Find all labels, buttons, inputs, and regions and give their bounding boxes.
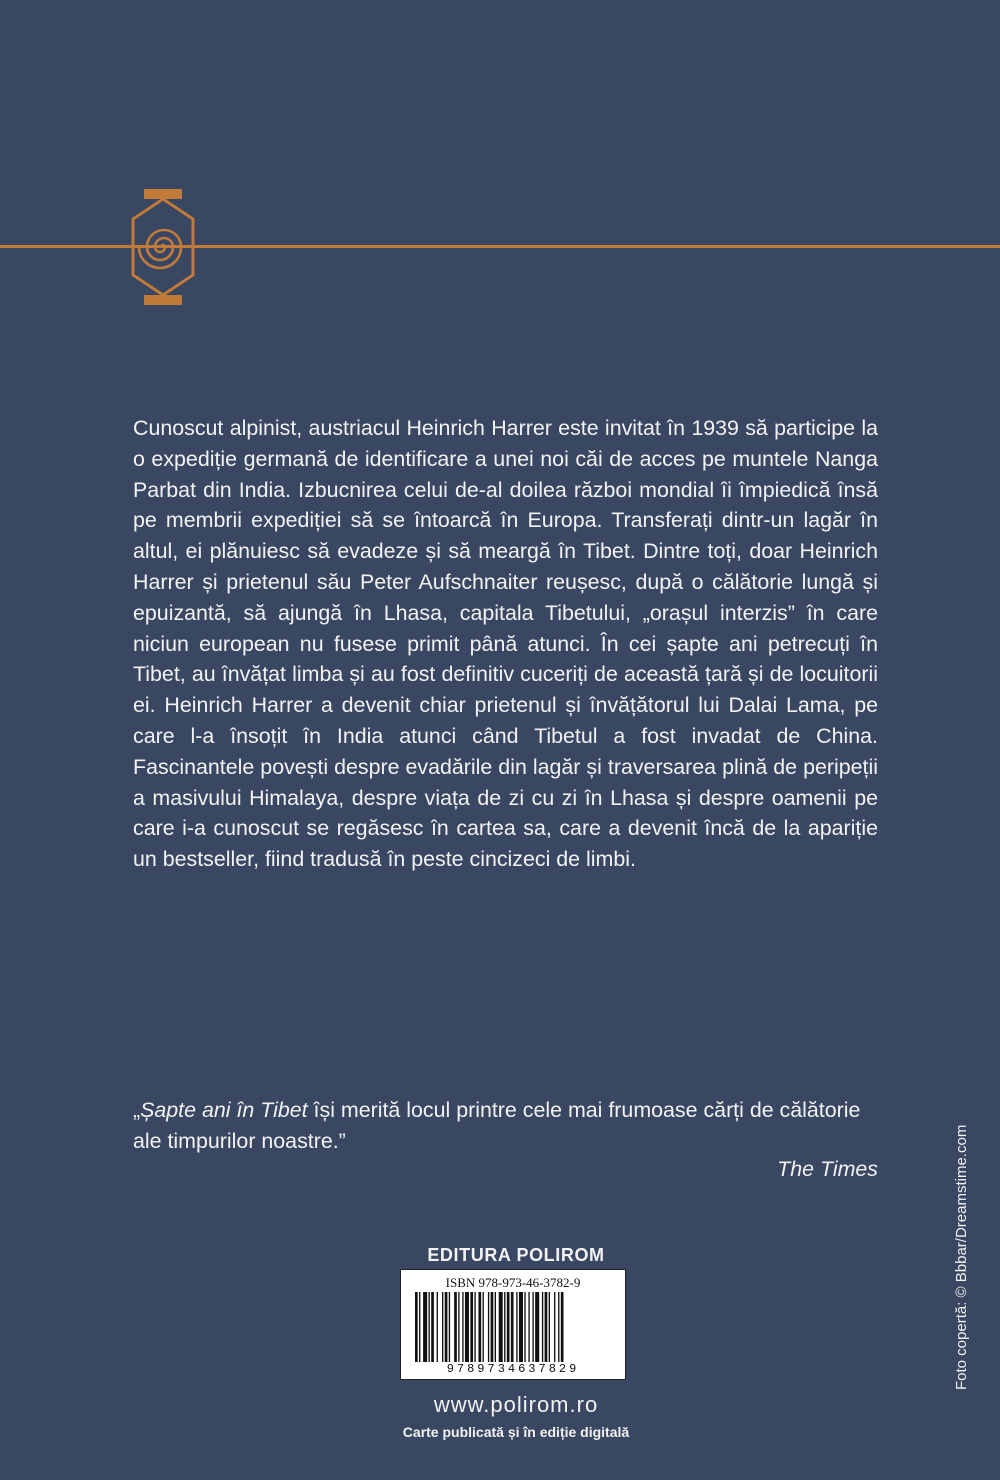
- book-description: Cunoscut alpinist, austriacul Heinrich Harrer este invitat în 1939 să participe la o expediție germană de identificare a unei noi căi de acces pe muntele Nanga Parbat din India. Izbucnirea celui de-al doilea război mondial îi împiedică însă pe membrii expediției să se întoarcă în Europa. Transferați dintr-un lagăr în altul, ei plănuiesc să evadeze și să meargă în Tibet. Dintre toți, doar Heinrich Harrer și prietenul său Peter Aufschnaiter reușesc, după o călătorie lungă și epuizantă, să ajungă în Lhasa, capitala Tibetului, „orașul interzis” în care niciun european nu fusese primit până atunci. În cei șapte ani petrecuți în Tibet, au învățat limba și au fost definitiv cuceriți de această țară și de locuitorii ei. Heinrich Harrer a devenit chiar prietenul și învățătorul lui Dalai Lama, pe care l-a însoțit în India atunci când Tibetul a fost invadat de China. Fascinantele povești despre evadările din lagăr și traversarea plină de peripeții a masivului Himalaya, despre viața de zi cu zi în Lhasa și despre oamenii pe care i-a cunoscut se regăsesc în cartea sa, care a devenit încă de la apariție un bestseller, fiind tradusă în peste cincizeci de limbi.: [133, 416, 878, 872]
- spiral-hexagon-logo-icon: [130, 185, 196, 309]
- isbn-barcode: [400, 1269, 626, 1380]
- publisher-website: www.polirom.ro: [433, 1392, 599, 1417]
- publisher-name: EDITURA POLIROM: [427, 1245, 605, 1265]
- quote-text: își merită locul printre cele mai frumoase cărți de călătorie ale timpurilor noastre.”: [133, 1098, 861, 1153]
- quote-book-title: Șapte ani în Tibet: [140, 1098, 308, 1122]
- barcode-digits: 9789734637829: [446, 1362, 580, 1376]
- digital-edition-note: Carte publicată și în ediție digitală: [402, 1424, 630, 1440]
- quote-source: The Times: [777, 1157, 878, 1181]
- photo-credit: Foto copertă: © Bbbar/Dreamstime.com: [953, 1124, 970, 1390]
- quote-open-mark: „: [133, 1098, 141, 1122]
- isbn-label: ISBN 978-973-46-3782-9: [445, 1275, 581, 1290]
- review-quote: [133, 1095, 878, 1157]
- barcode-icon: [415, 1292, 611, 1362]
